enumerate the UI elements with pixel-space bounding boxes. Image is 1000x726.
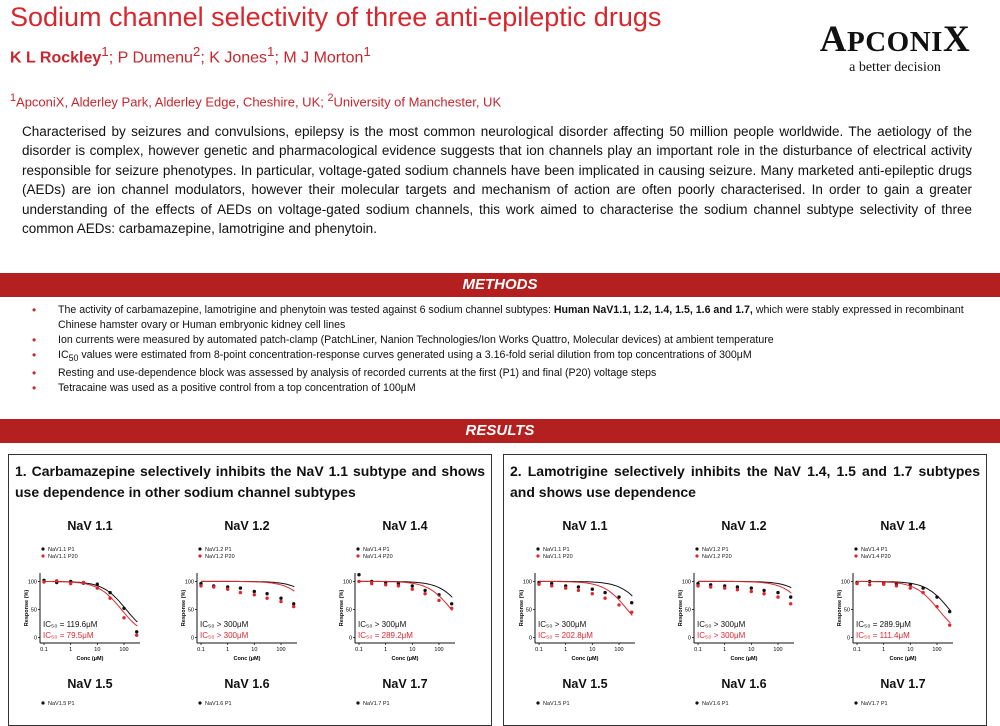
data-point — [736, 588, 739, 591]
data-point — [370, 582, 373, 585]
x-tick-label: 0.1 — [535, 647, 543, 653]
concentration-response-chart — [837, 545, 963, 675]
legend-marker — [854, 554, 857, 557]
concentration-response-chart-partial — [355, 699, 415, 711]
legend-label: NaV1.1 P20 — [48, 554, 78, 560]
x-axis-label: Conc (μM) — [76, 656, 104, 662]
concentration-response-chart — [24, 545, 150, 675]
data-point — [855, 582, 858, 585]
methods-item — [20, 381, 980, 396]
data-point — [357, 580, 360, 583]
data-point — [212, 585, 215, 588]
author-affiliation-sup: 1 — [101, 44, 109, 59]
methods-subscript: 50 — [68, 353, 79, 364]
legend-marker — [41, 547, 44, 550]
data-point — [55, 579, 58, 582]
concentration-response-chart — [678, 545, 804, 675]
data-point — [96, 586, 99, 589]
data-point — [122, 616, 125, 619]
data-point — [882, 583, 885, 586]
ic50-p20-label: IC₅₀ = 79.5μM — [43, 631, 94, 640]
legend-label: NaV1.1 P1 — [543, 547, 570, 553]
x-tick-label: 100 — [773, 647, 783, 653]
y-tick-label: 50 — [684, 607, 691, 614]
legend-marker — [536, 547, 539, 550]
y-tick-label: 100 — [840, 579, 850, 586]
methods-heading: METHODS — [0, 273, 1000, 297]
data-point — [723, 586, 726, 589]
author-name: P Dumenu — [117, 49, 193, 67]
methods-list — [20, 303, 980, 396]
chart-title: NaV 1.5 — [67, 677, 113, 691]
y-tick-label: 100 — [681, 579, 691, 586]
data-point — [279, 600, 282, 603]
data-point — [776, 595, 779, 598]
x-tick-label: 1 — [723, 647, 727, 653]
x-axis-label: Conc (μM) — [730, 656, 758, 662]
y-tick-label: 0 — [190, 635, 194, 642]
data-point — [789, 595, 792, 598]
affiliations — [10, 92, 501, 109]
x-tick-label: 10 — [251, 647, 258, 653]
legend-marker — [356, 701, 359, 704]
x-tick-label: 0.1 — [355, 647, 363, 653]
data-point — [239, 586, 242, 589]
methods-bold-text: Human NaV1.1, 1.2, 1.4, 1.5, 1.6 and 1.7, — [553, 304, 753, 316]
x-tick-label: 1 — [384, 647, 388, 653]
data-point — [108, 591, 111, 594]
y-tick-label: 50 — [843, 607, 850, 614]
x-tick-label: 100 — [276, 647, 286, 653]
x-tick-label: 0.1 — [40, 647, 48, 653]
x-tick-label: 0.1 — [694, 647, 702, 653]
data-point — [909, 586, 912, 589]
data-point — [239, 591, 242, 594]
methods-text: values were estimated from 8-point concentration-response curves generated using a 3.16-fold serial dilution from top concentrations of 300μM — [78, 349, 752, 361]
data-point — [948, 623, 951, 626]
logo-letter-a: A — [819, 19, 848, 60]
data-point — [450, 602, 453, 605]
panel-heading: 2. Lamotrigine selectively inhibits the NaV 1.4, 1.5 and 1.7 subtypes and shows use dependence — [510, 463, 980, 500]
chart-title: NaV 1.2 — [224, 519, 270, 533]
data-point — [423, 592, 426, 595]
data-point — [776, 591, 779, 594]
data-point — [279, 597, 282, 600]
data-point — [265, 592, 268, 595]
data-point — [921, 586, 924, 589]
legend-marker — [356, 554, 359, 557]
ic50-p20-label: IC₅₀ > 300μM — [200, 631, 249, 640]
data-point — [750, 590, 753, 593]
legend-marker — [695, 554, 698, 557]
author-name: M J Morton — [283, 49, 364, 67]
chart-title: NaV 1.7 — [880, 677, 926, 691]
data-point — [108, 597, 111, 600]
legend-label: NaV1.1 P1 — [48, 547, 75, 553]
plot-area — [519, 573, 635, 662]
legend-label: NaV1.2 P1 — [205, 547, 232, 553]
methods-text: IC — [58, 349, 69, 361]
plot-area — [678, 573, 794, 662]
data-point — [69, 582, 72, 585]
data-point — [437, 599, 440, 602]
x-tick-label: 0.1 — [853, 647, 861, 653]
x-tick-label: 10 — [907, 647, 914, 653]
poster-title: Sodium channel selectivity of three anti-epileptic drugs — [10, 2, 662, 32]
x-axis-label: Conc (μM) — [889, 656, 917, 662]
data-point — [709, 585, 712, 588]
concentration-response-chart — [519, 545, 645, 675]
author-affiliation-sup: 1 — [267, 44, 275, 59]
ic50-p1-label: IC₅₀ = 289.9μM — [856, 620, 911, 629]
data-point — [762, 589, 765, 592]
data-point — [537, 583, 540, 586]
panel-heading: 1. Carbamazepine selectively inhibits the NaV 1.1 subtype and shows use dependence in other sodium channel subtypes — [15, 463, 485, 500]
ic50-p20-label: IC₅₀ = 289.2μM — [358, 631, 413, 640]
x-tick-label: 10 — [94, 647, 101, 653]
data-point — [265, 597, 268, 600]
fit-curve — [857, 582, 950, 623]
data-point — [617, 603, 620, 606]
legend-label: NaV1.5 P1 — [48, 701, 75, 707]
legend-marker — [198, 547, 201, 550]
y-tick-label: 0 — [687, 635, 691, 642]
concentration-response-chart — [339, 545, 465, 675]
methods-item — [20, 303, 980, 333]
legend-marker — [854, 547, 857, 550]
legend-label: NaV1.7 P1 — [363, 701, 390, 707]
legend-marker — [695, 701, 698, 704]
ic50-p1-label: IC₅₀ > 300μM — [200, 620, 249, 629]
data-point — [591, 588, 594, 591]
data-point — [450, 607, 453, 610]
y-axis-label: Response (%) — [837, 589, 843, 627]
x-tick-label: 1 — [882, 647, 886, 653]
concentration-response-chart-partial — [694, 699, 754, 711]
y-tick-label: 100 — [184, 579, 194, 586]
legend-marker — [41, 554, 44, 557]
plot-area — [181, 573, 297, 662]
data-point — [591, 592, 594, 595]
ic50-p20-label: IC₅₀ = 202.8μM — [538, 631, 593, 640]
legend-label: NaV1.4 P1 — [363, 547, 390, 553]
data-point — [603, 597, 606, 600]
logo-tagline: a better decision — [849, 60, 941, 75]
chart-title: NaV 1.2 — [721, 519, 767, 533]
x-tick-label: 1 — [564, 647, 568, 653]
chart-title: NaV 1.6 — [224, 677, 270, 691]
x-tick-label: 10 — [409, 647, 416, 653]
y-tick-label: 50 — [187, 607, 194, 614]
data-point — [357, 573, 360, 576]
y-axis-label: Response (%) — [24, 589, 30, 627]
y-tick-label: 50 — [30, 607, 37, 614]
y-tick-label: 0 — [846, 635, 850, 642]
data-point — [253, 593, 256, 596]
data-point — [397, 584, 400, 587]
ic50-p1-label: IC₅₀ = 119.6μM — [43, 620, 98, 629]
y-tick-label: 50 — [345, 607, 352, 614]
chart-title: NaV 1.7 — [382, 677, 428, 691]
concentration-response-chart-partial — [535, 699, 595, 711]
chart-title: NaV 1.4 — [880, 519, 926, 533]
affiliation-1-sup: 1 — [10, 92, 17, 104]
concentration-response-chart-partial — [853, 699, 913, 711]
chart-title: NaV 1.1 — [562, 519, 608, 533]
logo-wordmark — [800, 20, 990, 62]
data-point — [921, 591, 924, 594]
x-tick-label: 100 — [434, 647, 444, 653]
concentration-response-chart-partial — [40, 699, 100, 711]
y-axis-label: Response (%) — [339, 589, 345, 627]
chart-title: NaV 1.6 — [721, 677, 767, 691]
data-point — [762, 592, 765, 595]
author-name: K Jones — [209, 49, 268, 67]
y-tick-label: 0 — [33, 635, 37, 642]
x-tick-label: 100 — [119, 647, 129, 653]
data-point — [564, 586, 567, 589]
x-tick-label: 1 — [69, 647, 73, 653]
data-point — [292, 605, 295, 608]
data-point — [935, 595, 938, 598]
concentration-response-chart — [181, 545, 307, 675]
y-axis-label: Response (%) — [678, 589, 684, 627]
plot-area — [24, 573, 140, 662]
x-axis-label: Conc (μM) — [391, 656, 419, 662]
legend-label: NaV1.4 P20 — [363, 554, 393, 560]
affiliation-1: ApconiX, Alderley Park, Alderley Edge, Cheshire, UK; — [16, 94, 328, 110]
methods-text: Tetracaine was used as a positive control from a top concentration of 100μM — [58, 382, 416, 395]
methods-text: The activity of carbamazepine, lamotrigine and phenytoin was tested against 6 sodium channel subtypes: — [58, 304, 554, 316]
methods-text: Resting and use-dependence block was assessed by analysis of recorded currents at the first (P1) and final (P20) voltage steps — [58, 367, 657, 380]
data-point — [948, 610, 951, 613]
chart-title: NaV 1.5 — [562, 677, 608, 691]
data-point — [630, 611, 633, 614]
data-point — [935, 605, 938, 608]
logo-letter-x: X — [942, 19, 971, 60]
methods-text: Ion currents were measured by automated patch-clamp (PatchLiner, Nanion Technologies/Ion Works Quattro, Molecular devices) at ambient temperature — [58, 334, 774, 346]
y-axis-label: Response (%) — [181, 589, 187, 627]
data-point — [135, 634, 138, 637]
affiliation-2: University of Manchester, UK — [333, 94, 502, 110]
data-point — [895, 584, 898, 587]
data-point — [696, 584, 699, 587]
introduction-text: Characterised by seizures and convulsions, epilepsy is the most common neurological disorder affecting 50 million people worldwide. The aetiology of the disorder is complex, however genetic and pharmacological evidence suggests that ion channels play an important role in the disturbance of electrical activity responsible for seizure phenotypes. In particular, voltage-gated sodium channels have been implicated in causing seizure. Many marketed anti-epileptic drugs (AEDs) are ion channel modulators, however their molecular targets and mechanism of action are often poorly characterised. In order to gain a greater understanding of the effects of AEDs on voltage-gated sodium channels, this work aimed to characterise the sodium channel subtype selectivity of three common AEDs: carbamazepine, lamotrigine and phenytoin. — [22, 124, 972, 237]
legend-label: NaV1.7 P1 — [861, 701, 888, 707]
plot-area — [837, 573, 953, 662]
legend-label: NaV1.2 P20 — [702, 554, 732, 560]
plot-area — [339, 573, 455, 662]
y-tick-label: 100 — [522, 579, 532, 586]
data-point — [122, 607, 125, 610]
ic50-p1-label: IC₅₀ > 300μM — [538, 620, 587, 629]
data-point — [411, 584, 414, 587]
author-name: K L Rockley — [10, 49, 102, 67]
data-point — [550, 584, 553, 587]
legend-marker — [695, 547, 698, 550]
author-list — [10, 44, 371, 67]
ic50-p1-label: IC₅₀ > 300μM — [697, 620, 746, 629]
author-separator: ; — [274, 49, 284, 67]
data-point — [96, 583, 99, 586]
data-point — [42, 580, 45, 583]
legend-label: NaV1.2 P1 — [702, 547, 729, 553]
fit-curve — [44, 581, 137, 622]
data-point — [135, 630, 138, 633]
x-axis-label: Conc (μM) — [571, 656, 599, 662]
x-tick-label: 0.1 — [197, 647, 205, 653]
author-separator: ; — [200, 49, 210, 67]
data-point — [868, 583, 871, 586]
y-tick-label: 0 — [348, 635, 352, 642]
methods-text: which were stably expressed in recombinant Chinese hamster ovary or Human embryonic kidney cell lines — [58, 304, 964, 331]
x-tick-label: 100 — [614, 647, 624, 653]
y-tick-label: 100 — [27, 579, 37, 586]
y-tick-label: 100 — [342, 579, 352, 586]
concentration-response-chart-partial — [197, 699, 257, 711]
apconix-logo — [800, 20, 990, 76]
legend-label: NaV1.4 P1 — [861, 547, 888, 553]
data-point — [199, 584, 202, 587]
legend-marker — [854, 701, 857, 704]
legend-label: NaV1.6 P1 — [702, 701, 729, 707]
ic50-p1-label: IC₅₀ > 300μM — [358, 620, 407, 629]
legend-label: NaV1.6 P1 — [205, 701, 232, 707]
data-point — [384, 583, 387, 586]
legend-marker — [198, 554, 201, 557]
ic50-p20-label: IC₅₀ > 300μM — [697, 631, 746, 640]
x-tick-label: 1 — [226, 647, 230, 653]
chart-title: NaV 1.4 — [382, 519, 428, 533]
results-heading: RESULTS — [0, 419, 1000, 443]
x-tick-label: 10 — [589, 647, 596, 653]
data-point — [423, 589, 426, 592]
x-tick-label: 100 — [932, 647, 942, 653]
x-tick-label: 10 — [748, 647, 755, 653]
legend-marker — [198, 701, 201, 704]
y-tick-label: 0 — [528, 635, 532, 642]
legend-marker — [41, 701, 44, 704]
y-tick-label: 50 — [525, 607, 532, 614]
affiliation-2-sup: 2 — [327, 92, 334, 104]
legend-marker — [356, 547, 359, 550]
data-point — [226, 588, 229, 591]
chart-title: NaV 1.1 — [67, 519, 113, 533]
data-point — [789, 602, 792, 605]
methods-item — [20, 348, 980, 366]
y-axis-label: Response (%) — [519, 589, 525, 627]
legend-label: NaV1.2 P20 — [205, 554, 235, 560]
author-affiliation-sup: 2 — [192, 44, 201, 59]
methods-item — [20, 366, 980, 381]
x-axis-label: Conc (μM) — [233, 656, 261, 662]
legend-marker — [536, 701, 539, 704]
methods-item — [20, 333, 980, 348]
data-point — [82, 581, 85, 584]
legend-label: NaV1.4 P20 — [861, 554, 891, 560]
logo-letters-middle: PCONI — [847, 26, 943, 58]
data-point — [411, 588, 414, 591]
legend-label: NaV1.5 P1 — [543, 701, 570, 707]
data-point — [253, 590, 256, 593]
data-point — [603, 591, 606, 594]
data-point — [577, 589, 580, 592]
ic50-p20-label: IC₅₀ = 111.4μM — [856, 631, 910, 640]
author-affiliation-sup: 1 — [363, 44, 371, 59]
legend-label: NaV1.1 P20 — [543, 554, 573, 560]
data-point — [630, 601, 633, 604]
data-point — [577, 585, 580, 588]
data-point — [750, 586, 753, 589]
author-separator: ; — [108, 49, 118, 67]
legend-marker — [536, 554, 539, 557]
